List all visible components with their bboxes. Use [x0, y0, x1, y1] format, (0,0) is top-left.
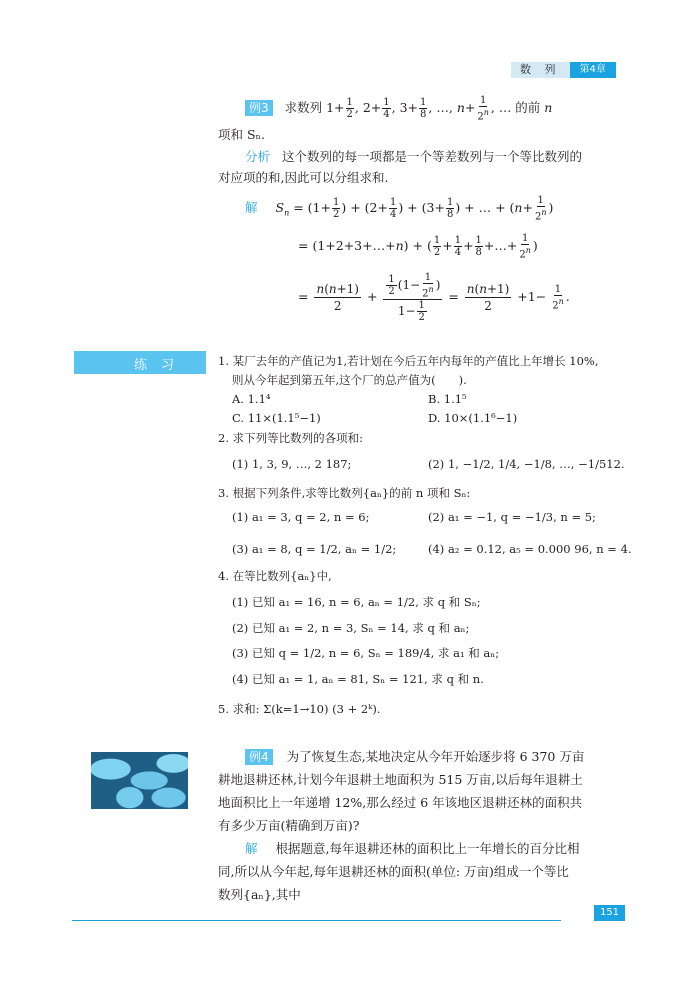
chapter-badge: 第4章: [570, 62, 616, 78]
q1-line1: 1. 某厂去年的产值记为1,若计划在今后五年内每年的产值比上年增长 10%,: [218, 354, 599, 368]
q1-option-a: A. 1.1⁴: [232, 392, 271, 406]
example4-solution-line2: 同,所以从今年起,每年退耕还林的面积(单位: 万亩)组成一个等比: [218, 864, 569, 879]
cracked-earth-photo: [91, 752, 188, 809]
q4-stem: 4. 在等比数列{aₙ}中,: [218, 569, 332, 583]
example4-line2: 耕地退耕还林,计划今年退耕土地面积为 515 万亩,以后每年退耕土: [218, 772, 583, 787]
example3-tag: 例3: [245, 100, 273, 116]
q1-line2: 则从今年起到第五年,这个厂的总产值为( ).: [232, 373, 467, 387]
page-number: 151: [594, 905, 625, 921]
analysis-label: 分析: [245, 149, 271, 164]
example3-problem-line2: 项和 Sₙ.: [218, 127, 265, 142]
example3-analysis-line1: 分析 这个数列的每一项都是一个等差数列与一个等比数列的: [245, 149, 583, 164]
example3-problem-line1: [245, 95, 552, 122]
q3-item-3: (3) a₁ = 8, q = 1/2, aₙ = 1/2;: [232, 542, 397, 556]
q3-item-1: (1) a₁ = 3, q = 2, n = 6;: [232, 510, 370, 524]
practice-label: 练习: [133, 358, 188, 373]
footer-rule: [72, 920, 561, 921]
example3-analysis-line2: 对应项的和,因此可以分组求和.: [218, 170, 389, 185]
solution-label-2: 解: [245, 841, 258, 856]
q4-item-1: (1) 已知 a₁ = 16, n = 6, aₙ = 1/2, 求 q 和 Sₙ;: [232, 595, 481, 609]
solution-label: 解: [245, 200, 258, 216]
q3-item-4: (4) a₂ = 0.12, a₅ = 0.000 96, n = 4.: [428, 542, 632, 556]
example4-tag: 例4: [245, 749, 273, 765]
q2-stem: 2. 求下列等比数列的各项和:: [218, 431, 364, 445]
example3-problem-text: 求数列 1+ $\frac{1}{2}$ , 2+ $\frac{1}{4}$ , 3+ $\frac{1}{8}$ , …, n+ $\frac{1}{2^n}$ , … 的前 n: [284, 95, 553, 123]
q5-stem: 5. 求和: Σ(k=1→10) (3 + 2ᵏ).: [218, 702, 381, 716]
example3-solution-line3: = $\frac{n(n+1)}{2}$ + $\frac{1}{2}$ (1− $\frac{1}{2^n}$ ) 1− $\frac{1}{2}$ = $\frac{n(n+1)}{2}$ +1− $\frac{1}{2^n}$ .: [298, 272, 570, 324]
running-header: [511, 62, 616, 78]
q3-stem: 3. 根据下列条件,求等比数列{aₙ}的前 n 项和 Sₙ:: [218, 486, 471, 500]
q2-item-2: (2) 1, −1/2, 1/4, −1/8, …, −1/512.: [428, 457, 625, 471]
q1-option-c: C. 11×(1.1⁵−1): [232, 411, 321, 425]
example4-line3: 地面积比上一年递增 12%,那么经过 6 年该地区退耕还林的面积共: [218, 795, 583, 810]
q3-item-2: (2) a₁ = −1, q = −1/3, n = 5;: [428, 510, 596, 524]
q4-item-3: (3) 已知 q = 1/2, n = 6, Sₙ = 189/4, 求 a₁ 和 aₙ;: [232, 646, 500, 660]
example3-solution-line2: = (1+2+3+…+n) + ( $\frac{1}{2}$ + $\frac{1}{4}$ + $\frac{1}{8}$ +…+ $\frac{1}{2^n}$ ): [298, 233, 538, 261]
q2-item-1: (1) 1, 3, 9, …, 2 187;: [232, 457, 352, 471]
section-title: 数 列: [511, 62, 570, 78]
q4-item-4: (4) 已知 a₁ = 1, aₙ = 81, Sₙ = 121, 求 q 和 n.: [232, 672, 484, 686]
practice-banner: [74, 351, 206, 374]
q1-option-d: D. 10×(1.1⁶−1): [428, 411, 518, 425]
example4-solution-line1: 解 根据题意,每年退耕还林的面积比上一年增长的百分比相: [245, 841, 580, 856]
example4-line1: 例4 为了恢复生态,某地决定从今年开始逐步将 6 370 万亩: [245, 748, 584, 766]
example4-solution-line3: 数列{aₙ},其中: [218, 887, 301, 902]
example3-solution-line1: 解 $S_n = (1+$ $\frac{1}{2}$ ) + (2+ $\frac{1}{4}$ ) + (3+ $\frac{1}{8}$ ) + … + (n+ $\frac{1}{2^n}$ ): [245, 195, 554, 223]
q1-option-b: B. 1.1⁵: [428, 392, 467, 406]
example4-line4: 有多少万亩(精确到万亩)?: [218, 818, 360, 833]
q4-item-2: (2) 已知 a₁ = 2, n = 3, Sₙ = 14, 求 q 和 aₙ;: [232, 621, 470, 635]
